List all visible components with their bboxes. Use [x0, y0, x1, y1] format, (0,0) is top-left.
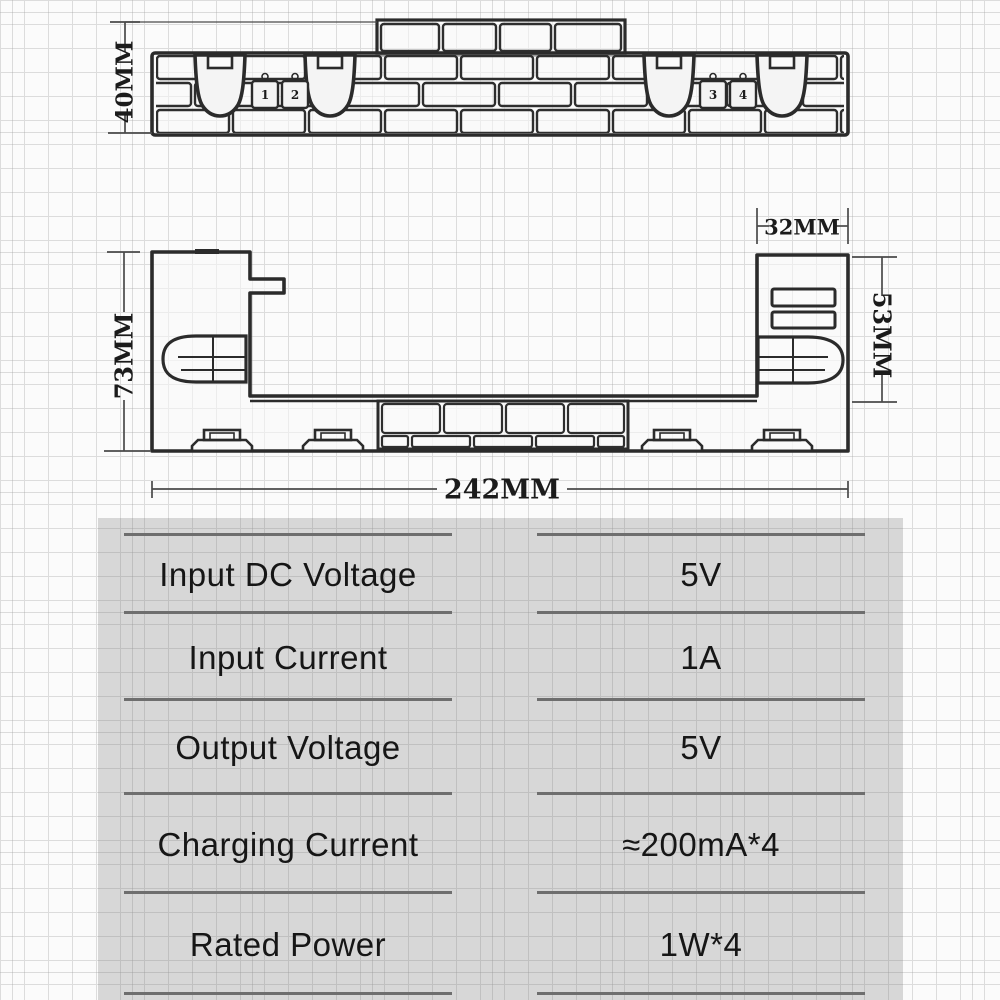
top-view: [108, 20, 848, 135]
battery-slot-3: [644, 55, 694, 116]
dimension-40mm-label: 40MM: [111, 40, 139, 124]
spec-label: Output Voltage: [124, 698, 452, 795]
battery-slot-1: [195, 55, 245, 116]
spec-row-output-voltage: [98, 698, 903, 792]
battery-slot-2: [305, 55, 355, 116]
spec-table-bottom-rule: [98, 992, 903, 995]
left-battery-slot: [163, 336, 246, 382]
spec-table: [98, 518, 903, 1000]
spec-row-input-dc-voltage: [98, 533, 903, 611]
spec-row-charging-current: [98, 792, 903, 891]
spec-label: Input Current: [124, 611, 452, 701]
right-battery-slot: [758, 337, 843, 383]
dimension-73mm-label: 73MM: [109, 312, 139, 400]
spec-value: ≈200mA*4: [537, 792, 865, 894]
rule-segment: [124, 992, 452, 995]
spec-table-spacer: [98, 518, 903, 533]
front-view: [104, 208, 897, 506]
spec-value: 5V: [537, 533, 865, 614]
spec-label: Charging Current: [124, 792, 452, 894]
spec-value: 5V: [537, 698, 865, 795]
spec-label: Input DC Voltage: [124, 533, 452, 614]
spec-label: Rated Power: [124, 891, 452, 995]
slot-number-1: 1: [260, 88, 270, 102]
spec-row-rated-power: [98, 891, 903, 992]
rule-segment: [537, 992, 865, 995]
slot-number-3: 3: [708, 88, 718, 102]
slot-number-4: 4: [738, 88, 748, 102]
dimension-242mm-label: 242MM: [443, 474, 561, 506]
battery-slot-4: [757, 55, 807, 116]
dimension-32mm-label: 32MM: [764, 214, 840, 240]
spec-value: 1W*4: [537, 891, 865, 995]
slot-number-2: 2: [290, 88, 300, 102]
spec-row-input-current: [98, 611, 903, 698]
dimension-53mm-label: 53MM: [867, 291, 897, 379]
left-tower-top-mark: [195, 249, 219, 254]
spec-value: 1A: [537, 611, 865, 701]
